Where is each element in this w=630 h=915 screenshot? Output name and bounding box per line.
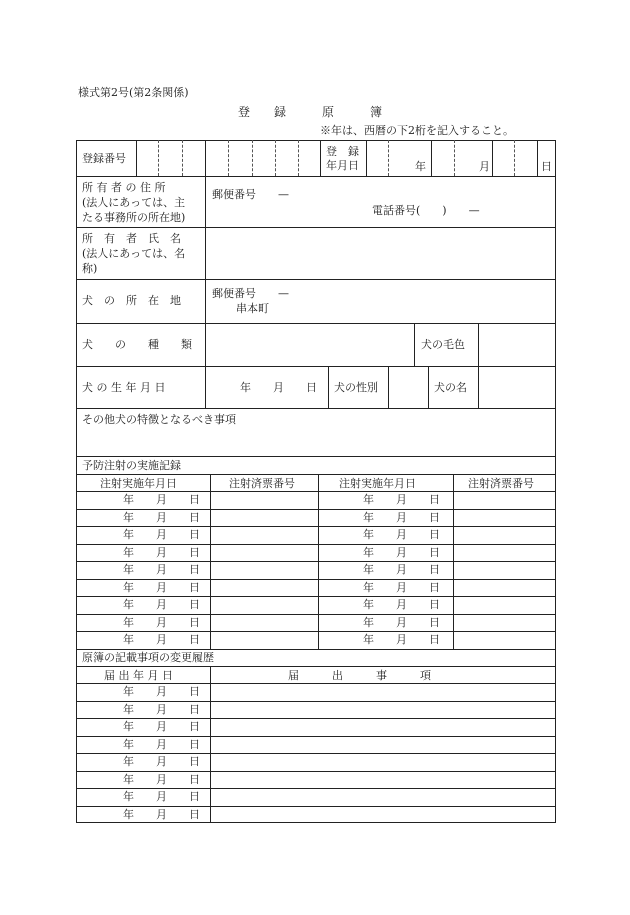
change-history-row-date[interactable]: 年 月 日 [123, 685, 200, 698]
vaccination-row-ticket-left[interactable] [212, 615, 316, 630]
reg-year-label: 年 [415, 160, 426, 173]
vaccination-row-date-left[interactable]: 年 月 日 [123, 633, 200, 646]
reg-day-label: 日 [541, 160, 552, 173]
vaccination-row-date-right[interactable]: 年 月 日 [363, 615, 440, 629]
dog-color-label: 犬の毛色 [421, 338, 465, 351]
dog-location-field[interactable] [207, 281, 553, 321]
dog-sex-field[interactable] [390, 368, 426, 406]
change-history-row-date[interactable]: 年 月 日 [123, 755, 200, 768]
change-history-row-item[interactable] [212, 719, 554, 734]
change-history-row-date[interactable]: 年 月 日 [123, 702, 200, 716]
vaccination-row-date-right[interactable]: 年 月 日 [363, 633, 440, 646]
dog-sex-label: 犬の性別 [334, 381, 378, 394]
change-history-section-label: 原簿の記載事項の変更履歴 [82, 651, 214, 664]
vaccination-row-date-left[interactable]: 年 月 日 [123, 580, 200, 594]
change-history-row-date[interactable]: 年 月 日 [123, 807, 200, 821]
vaccination-row-ticket-left[interactable] [212, 527, 316, 542]
vaccination-row-date-right[interactable]: 年 月 日 [363, 510, 440, 524]
change-history-row-item[interactable] [212, 754, 554, 769]
vaccination-row-ticket-right[interactable] [455, 562, 554, 577]
vaccination-row-date-left[interactable]: 年 月 日 [123, 615, 200, 629]
owner-address-field[interactable] [207, 178, 553, 225]
dog-breed-label: 犬 の 種 類 [82, 338, 192, 351]
owner-address-label-2: (法人にあっては、主 [82, 196, 186, 209]
vaccination-row-date-left[interactable]: 年 月 日 [123, 493, 200, 506]
change-history-row-date[interactable]: 年 月 日 [123, 720, 200, 733]
vaccination-row-date-right[interactable]: 年 月 日 [363, 528, 440, 541]
dog-features-label: その他犬の特徴となるべき事項 [82, 413, 236, 426]
change-history-col-item: 届 出 事 項 [288, 669, 431, 682]
change-history-col-date: 届 出 年 月 日 [104, 669, 173, 682]
vaccination-row-ticket-right[interactable] [455, 615, 554, 630]
registration-date-label-1: 登 録 [326, 145, 359, 158]
change-history-row-date[interactable]: 年 月 日 [123, 772, 200, 786]
dog-color-field[interactable] [480, 325, 554, 365]
dog-features-field[interactable] [78, 430, 554, 454]
vaccination-row-ticket-right[interactable] [455, 580, 554, 595]
year-note: ※年は、西暦の下2桁を記入すること。 [320, 124, 514, 137]
owner-postal-code: 郵便番号 — [212, 188, 289, 201]
vaccination-row-ticket-right[interactable] [455, 492, 554, 507]
form-title: 登 録 原 簿 [238, 105, 383, 119]
owner-address-label-3: たる事務所の所在地) [82, 211, 186, 224]
vaccination-col-ticket-left: 注射済票番号 [229, 477, 295, 490]
vaccination-row-date-left[interactable]: 年 月 日 [123, 563, 200, 576]
vaccination-row-ticket-left[interactable] [212, 597, 316, 612]
vaccination-section-label: 予防注射の実施記録 [82, 459, 181, 472]
owner-phone: 電話番号( ) — [372, 204, 480, 217]
vaccination-row-ticket-left[interactable] [212, 562, 316, 577]
registration-number-label: 登録番号 [82, 152, 126, 165]
vaccination-row-ticket-left[interactable] [212, 632, 316, 647]
dog-location-postal: 郵便番号 — [212, 287, 289, 300]
vaccination-row-date-right[interactable]: 年 月 日 [363, 545, 440, 559]
vaccination-row-ticket-left[interactable] [212, 580, 316, 595]
vaccination-col-date-left: 注射実施年月日 [100, 477, 177, 490]
vaccination-row-ticket-left[interactable] [212, 510, 316, 525]
change-history-row-date[interactable]: 年 月 日 [123, 737, 200, 751]
reg-month-label: 月 [479, 160, 490, 173]
owner-name-label-1: 所 有 者 氏 名 [82, 232, 181, 245]
vaccination-row-ticket-right[interactable] [455, 632, 554, 647]
owner-name-label-2: (法人にあっては、名 [82, 247, 186, 260]
dog-breed-field[interactable] [207, 325, 412, 365]
change-history-row-item[interactable] [212, 684, 554, 699]
vaccination-row-date-left[interactable]: 年 月 日 [123, 598, 200, 611]
change-history-row-item[interactable] [212, 702, 554, 717]
change-history-row-item[interactable] [212, 772, 554, 787]
change-history-row-item[interactable] [212, 807, 554, 822]
vaccination-col-ticket-right: 注射済票番号 [468, 477, 534, 490]
dog-name-field[interactable] [480, 368, 554, 406]
dog-location-town: 串本町 [236, 302, 269, 315]
vaccination-row-ticket-right[interactable] [455, 510, 554, 525]
vaccination-col-date-right: 注射実施年月日 [339, 477, 416, 490]
dog-birth-label: 犬 の 生 年 月 日 [82, 381, 166, 394]
vaccination-row-ticket-right[interactable] [455, 545, 554, 560]
vaccination-row-ticket-right[interactable] [455, 597, 554, 612]
change-history-row-item[interactable] [212, 789, 554, 804]
form-number: 様式第2号(第2条関係) [78, 86, 189, 99]
dog-birth-date: 年 月 日 [240, 381, 317, 394]
owner-name-label-3: 称) [82, 262, 98, 275]
owner-name-field[interactable] [207, 229, 553, 277]
vaccination-row-date-left[interactable]: 年 月 日 [123, 545, 200, 559]
vaccination-row-date-left[interactable]: 年 月 日 [123, 528, 200, 541]
vaccination-row-date-right[interactable]: 年 月 日 [363, 563, 440, 576]
registration-date-label-2: 年月日 [326, 159, 359, 172]
change-history-row-item[interactable] [212, 737, 554, 752]
change-history-row-date[interactable]: 年 月 日 [123, 790, 200, 803]
vaccination-row-date-right[interactable]: 年 月 日 [363, 493, 440, 506]
dog-name-label: 犬の名 [434, 381, 467, 394]
vaccination-row-date-right[interactable]: 年 月 日 [363, 598, 440, 611]
vaccination-row-date-right[interactable]: 年 月 日 [363, 580, 440, 594]
dog-location-label: 犬 の 所 在 地 [82, 294, 181, 307]
vaccination-row-ticket-left[interactable] [212, 545, 316, 560]
vaccination-row-ticket-right[interactable] [455, 527, 554, 542]
vaccination-row-ticket-left[interactable] [212, 492, 316, 507]
owner-address-label-1: 所 有 者 の 住 所 [82, 181, 166, 194]
vaccination-row-date-left[interactable]: 年 月 日 [123, 510, 200, 524]
